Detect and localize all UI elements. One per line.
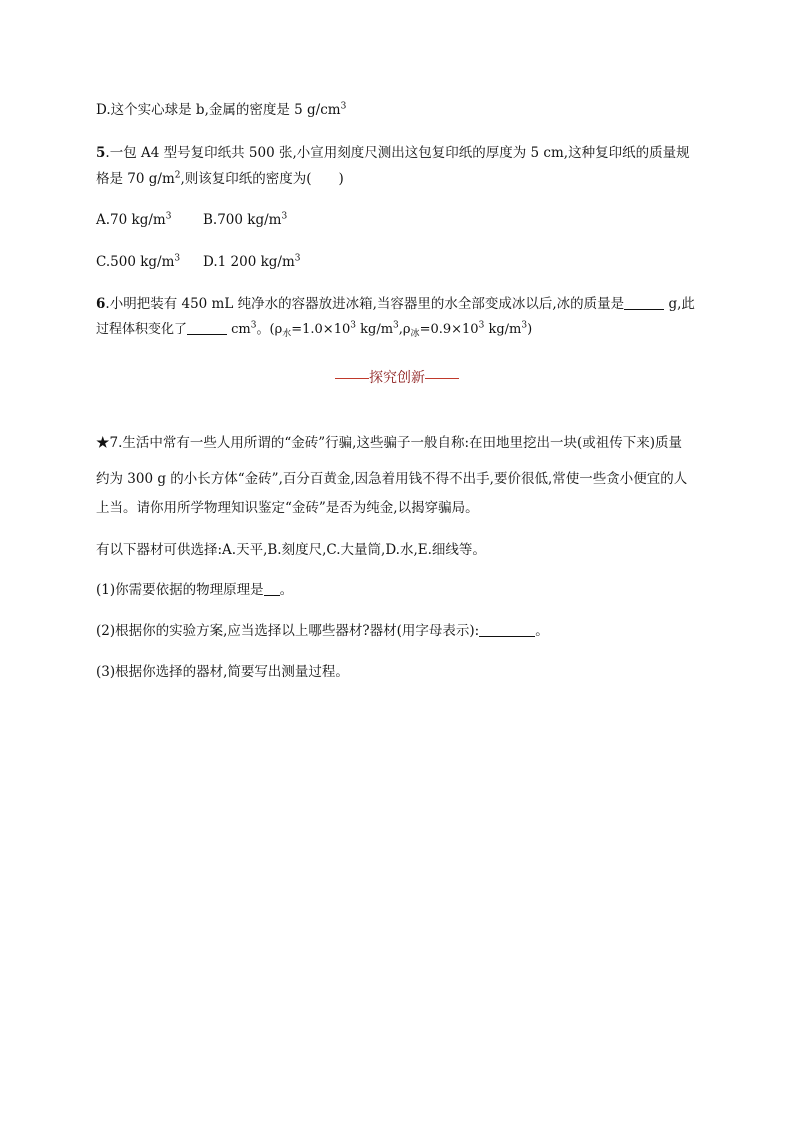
q5-number: 5 — [96, 145, 106, 161]
superscript: 3 — [521, 320, 528, 331]
q7-line-3 — [96, 498, 479, 518]
q6-text-b: g,此 — [664, 296, 695, 312]
section-header — [0, 368, 794, 388]
q7-equipment — [96, 540, 486, 560]
q7-line-2 — [96, 469, 687, 489]
q5-line-2 — [96, 169, 344, 189]
q5-option-d — [203, 252, 300, 272]
superscript: 3 — [340, 101, 347, 112]
superscript: 3 — [393, 320, 399, 331]
q7-part-2 — [96, 621, 549, 641]
q7-part-3-text: (3)根据你选择的器材,简要写出测量过程。 — [96, 664, 349, 680]
superscript: 3 — [350, 320, 356, 331]
q7-line-1 — [96, 433, 682, 453]
q4-option-d-text: D.这个实心球是 b,金属的密度是 5 g/cm — [96, 102, 341, 118]
answer-blank[interactable] — [264, 582, 280, 596]
q5-option-c-text: C.500 kg/m — [96, 254, 175, 270]
q4-option-d — [96, 100, 346, 120]
q6-text-a: .小明把装有 450 mL 纯净水的容器放进冰箱,当容器里的水全部变成冰以后,冰的质量是 — [105, 296, 625, 312]
divider — [335, 378, 369, 379]
q6-number: 6 — [96, 296, 106, 312]
q7-part-2-end: 。 — [535, 623, 549, 639]
q5-line-1 — [96, 143, 690, 163]
q6-line-2-b: cm — [227, 322, 251, 337]
q5-option-c — [96, 252, 180, 272]
q7-equipment-text: 有以下器材可供选择:A.天平,B.刻度尺,C.大量筒,D.水,E.细线等。 — [96, 542, 486, 558]
superscript: 3 — [478, 320, 485, 331]
q6-line-1 — [96, 294, 695, 314]
rho-ice-subscript: 冰 — [410, 329, 420, 339]
superscript: 3 — [281, 211, 288, 222]
q7-text-3: 上当。请你用所学物理知识鉴定“金砖”是否为纯金,以揭穿骗局。 — [96, 500, 479, 516]
divider — [425, 378, 459, 379]
q6-line-2-a: 过程体积变化了 — [96, 322, 188, 337]
q7-text-2: 约为 300 g 的小长方体“金砖”,百分百黄金,因急着用钱不得不出手,要价很低,常使一些贪小便宜的人 — [96, 471, 688, 487]
q5-text: .一包 A4 型号复印纸共 500 张,小宣用刻度尺测出这包复印纸的厚度为 5 cm,这种复印纸的质量规 — [105, 145, 690, 161]
superscript: 3 — [294, 253, 301, 264]
q5-line-2-text-a: 格是 70 g/m — [96, 171, 175, 187]
q7-text-1: ★7.生活中常有一些人用所谓的“金砖”行骗,这些骗子一般自称:在田地里挖出一块(或祖传下来)质量 — [96, 435, 683, 451]
q5-option-a — [96, 210, 171, 230]
q7-part-2-text: (2)根据你的实验方案,应当选择以上哪些器材?器材(用字母表示): — [96, 623, 480, 639]
q6-line-2-e: kg/m — [355, 322, 394, 337]
q6-line-2 — [96, 320, 532, 344]
q5-line-2-text-b: ,则该复印纸的密度为( ) — [180, 171, 344, 187]
q5-option-b — [203, 210, 287, 230]
q6-line-2-i: ) — [527, 322, 533, 337]
answer-blank[interactable] — [624, 296, 664, 310]
answer-blank[interactable] — [187, 321, 227, 335]
section-title: 探究创新 — [369, 370, 425, 386]
superscript: 2 — [174, 170, 181, 181]
q6-line-2-f: ,ρ — [398, 322, 411, 337]
q6-line-2-g: =0.9×10 — [419, 322, 479, 337]
rho-water-subscript: 水 — [282, 329, 292, 339]
q6-line-2-c: 。(ρ — [256, 322, 283, 337]
q5-option-a-text: A.70 kg/m — [96, 212, 166, 228]
answer-blank[interactable] — [479, 623, 535, 637]
q6-line-2-d: =1.0×10 — [291, 322, 351, 337]
q5-option-d-text: D.1 200 kg/m — [203, 254, 295, 270]
q7-part-1-text: (1)你需要依据的物理原理是 — [96, 582, 264, 598]
q7-part-1-end: 。 — [279, 582, 294, 598]
superscript: 3 — [250, 320, 257, 331]
superscript: 3 — [165, 211, 172, 222]
q7-part-1 — [96, 580, 293, 600]
superscript: 3 — [174, 253, 181, 264]
q7-part-3 — [96, 662, 349, 682]
q6-line-2-h: kg/m — [484, 322, 522, 337]
q5-option-b-text: B.700 kg/m — [203, 212, 282, 228]
